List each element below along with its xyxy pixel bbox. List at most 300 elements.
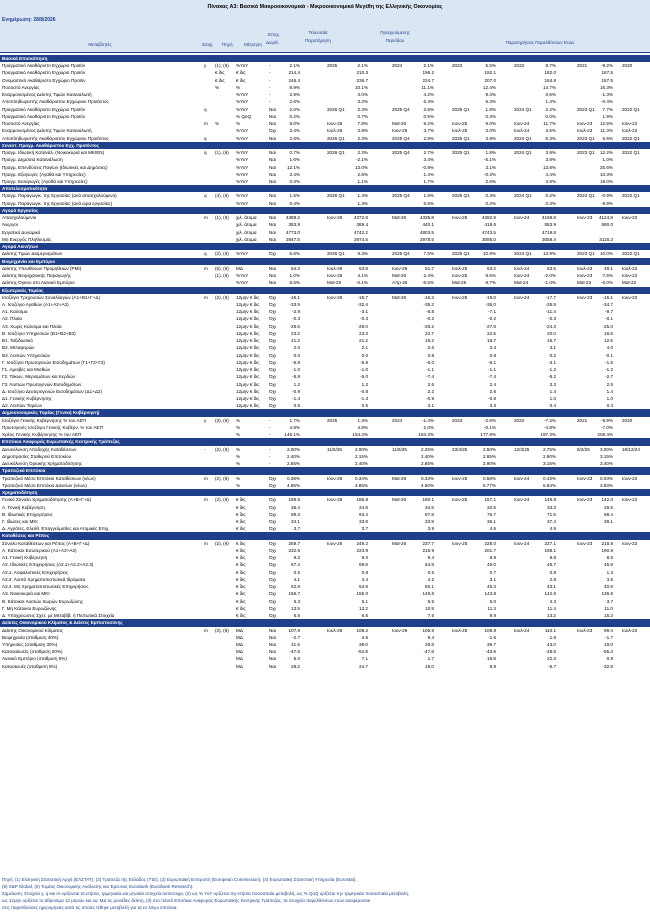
row-value: 29.5 — [604, 504, 613, 510]
row-value: -5.7 — [548, 663, 556, 669]
row-value: 46.7 — [547, 562, 556, 568]
row-value: 98.3 — [291, 511, 300, 517]
row-value: 1.7% — [289, 417, 300, 423]
row-measure: € δις — [236, 598, 246, 604]
row-value: 192.1 — [484, 70, 496, 76]
row-value: 214.4 — [288, 70, 300, 76]
row-period: 2024 Q1 — [514, 193, 532, 199]
row-seasonal-adjustment: - — [269, 63, 271, 69]
row-value: 2.6% — [289, 99, 300, 105]
row-period: Ιουν-26 — [327, 475, 343, 481]
row-measure: 12μην € δις — [236, 388, 260, 394]
row-value: 4372.8 — [353, 215, 368, 221]
row-value: 1.2 — [361, 381, 368, 387]
table-row — [0, 511, 650, 518]
row-source: (1), (6) — [215, 273, 229, 279]
row-period: 2023 Q1 — [577, 251, 595, 257]
table-row — [0, 569, 650, 576]
table-row — [0, 583, 650, 590]
row-value: 36.1 — [487, 519, 496, 524]
row-seasonal-adjustment: Όχι — [269, 482, 276, 488]
row-value: 14.7% — [542, 84, 556, 90]
row-value: 21.2 — [291, 338, 300, 344]
row-period: 2025 Q1 — [452, 106, 470, 112]
row-seasonal-adjustment: Όχι — [269, 388, 276, 394]
row-value: 8.7% — [485, 280, 496, 286]
row-value: 49.0 — [487, 562, 496, 568]
row-seasonal-adjustment: Ναι — [269, 634, 276, 640]
row-value: -25.0 — [602, 323, 613, 329]
row-period: 2026 Q1 — [327, 251, 345, 257]
row-value: 215.9 — [422, 547, 434, 553]
row-value: 33.3 — [547, 504, 556, 510]
table-row — [0, 373, 650, 380]
row-value: 13.5 — [291, 605, 300, 611]
row-value: -0.1% — [483, 424, 496, 430]
row-period: Ιουν-22 — [622, 475, 638, 481]
row-value: 2.65% — [286, 461, 300, 467]
col-header-seasonal-1: Εποχ. — [268, 32, 281, 37]
row-value: 87.8 — [425, 511, 434, 517]
row-period: Ιουλ-25 — [452, 128, 468, 134]
row-value: -1.3% — [600, 92, 613, 98]
row-seasonal-adjustment: Ναι — [269, 222, 276, 228]
col-header-prev-2: Περιόδου — [385, 38, 405, 43]
table-row — [0, 171, 650, 178]
row-source: (3), (6) — [215, 627, 229, 633]
row-value: 22.7 — [425, 330, 434, 336]
row-seasonal-adjustment: Ναι — [269, 171, 276, 177]
row-period: Ιουν-26 — [327, 497, 343, 503]
row-value: 0.0 — [361, 352, 368, 358]
row-period: Μαϊ-23 — [577, 280, 592, 286]
row-seasonal-adjustment: Ναι — [269, 178, 276, 184]
row-value: 0.58% — [482, 475, 496, 481]
notes-line-3: Σημείωση: Στοιχεία y, q και m ορίζονται τα ετήσια, τριμηνιαία και μηνιαία στοιχεία αντίστοιχα, (2) ως % YoY ορίζεται την ετήσια ποσοστιαία μεταβολή, ως % QoQ ορίζεται την τριμηνιαία ποσοστιαία μεταβολή, — [2, 891, 410, 896]
row-value: 28.8 — [425, 641, 434, 647]
row-period: 2023 Q1 — [577, 106, 595, 112]
row-seasonal-adjustment: - — [269, 84, 271, 90]
row-period: Ιουν-22 — [622, 215, 638, 221]
row-frequency: q — [204, 193, 207, 199]
row-label: Γενικό Σύνολο Χρηματοδότησης (Α+Β+Γ+Δ) — [2, 497, 92, 503]
row-label: Αποπληθωριστής Ακαθάριστου Εγχώριου Προϊόντος — [2, 99, 109, 105]
row-label: Χρέος Γενικής Κυβέρνησης % του ΑΕΠ — [2, 432, 82, 438]
section-header — [0, 438, 650, 445]
row-value: -1.1 — [488, 367, 496, 373]
row-seasonal-adjustment: Ναι — [269, 641, 276, 647]
col-header-past-years: Παρατηρήσεις Παρελθόντων Ετών — [505, 40, 575, 45]
row-value: 189.5 — [288, 497, 300, 503]
section-header — [0, 532, 650, 539]
row-value: 0.4 — [606, 403, 613, 409]
row-period: Ιουν-23 — [577, 475, 593, 481]
row-seasonal-adjustment: Ναι — [269, 236, 276, 242]
row-label: Β. Ιδιωτικές Επιχειρήσεις — [2, 511, 53, 517]
row-value: 1.7% — [423, 178, 434, 184]
row-value: 184.8 — [544, 77, 556, 83]
row-value: -6.5% — [421, 280, 434, 286]
row-value: 3.1 — [489, 576, 496, 582]
row-label: Γ. Ισοζύγιο Πρωτογενών Εισοδημάτων (Γ1+Γ2+Γ3) — [2, 359, 105, 365]
row-measure: 12μην € δις — [236, 396, 260, 402]
row-value: 3.7 — [606, 598, 613, 604]
row-period: Ιουλ-24 — [514, 627, 530, 633]
table-row — [0, 135, 650, 142]
row-value: -1.2 — [605, 367, 613, 373]
row-value: 3.5 — [606, 576, 613, 582]
row-label: Α1. Καύσιμα — [2, 309, 28, 315]
row-measure: 12μην € δις — [236, 309, 260, 315]
row-label: Εναρμονισμένος Δείκτης Τιμών Καταναλωτή — [2, 92, 92, 98]
table-row — [0, 547, 650, 554]
table-row — [0, 156, 650, 163]
row-period: Ιουν-26 — [392, 265, 408, 271]
row-seasonal-adjustment: Όχι — [269, 547, 276, 553]
row-value: -0.8 — [488, 396, 496, 402]
row-value: 3.7 — [293, 526, 300, 532]
row-period: Μαϊ-22 — [622, 280, 637, 286]
row-seasonal-adjustment: - — [269, 70, 271, 76]
row-value: 9.2% — [423, 121, 434, 127]
row-label: Σύνολο Καταθέσεων και Ρέπος (Α+Β+Γ+Δ) — [2, 540, 90, 546]
row-value: 2.6% — [357, 171, 368, 177]
row-measure: ΜΔ — [236, 663, 243, 669]
row-value: 34.5 — [425, 504, 434, 510]
row-value: -7.4 — [488, 374, 496, 380]
row-source: (1), (6) — [215, 63, 229, 69]
row-period: Ιουν-22 — [622, 540, 638, 546]
row-value: 4282.9 — [481, 215, 496, 221]
row-value: 142.0 — [601, 497, 613, 503]
row-value: -0.8 — [360, 388, 368, 394]
row-measure: 12μην € δις — [236, 359, 260, 365]
row-value: -0.3 — [292, 316, 300, 322]
row-value: 12.4% — [482, 84, 496, 90]
row-value: -33.9 — [289, 301, 300, 307]
section-title: Δημοσιονομικός Τομέας (Γενική Κυβέρνηση) — [2, 410, 100, 416]
table-row — [0, 301, 650, 308]
row-value: 2.2% — [545, 106, 556, 112]
row-value: 143.8 — [484, 591, 496, 597]
row-value: 5.0 — [293, 656, 300, 662]
row-value: 2.6 — [489, 388, 496, 394]
row-measure: %YoY — [236, 164, 249, 170]
row-value: 259.7 — [288, 540, 300, 546]
table-row — [0, 446, 650, 453]
row-label: Δείκτης Όγκου στο Λιανικό Εμπόριο — [2, 280, 75, 286]
row-value: 5.5% — [485, 63, 496, 69]
row-period: 2022 Q1 — [622, 135, 640, 141]
row-value: -1.0 — [292, 367, 300, 373]
table-row — [0, 84, 650, 91]
row-value: 2.1% — [357, 63, 368, 69]
row-measure: € δις — [236, 504, 246, 510]
row-measure: 12μην € δις — [236, 374, 260, 380]
row-value: 155.0 — [356, 591, 368, 597]
section-title: Βιομηχανία και Εμπόριο — [2, 258, 56, 264]
row-value: -5.8 — [292, 374, 300, 380]
table-row — [0, 366, 650, 373]
row-value: 1.0% — [289, 273, 300, 279]
row-value: 3058.4 — [541, 236, 556, 242]
row-measure: 12μην € δις — [236, 338, 260, 344]
row-value: 4.9% — [289, 424, 300, 430]
row-value: 22.3 — [547, 656, 556, 662]
row-value: 9.4 — [427, 634, 434, 640]
row-measure: ΜΔ — [236, 641, 243, 647]
row-measure: 12μην € δις — [236, 367, 260, 373]
row-measure: ΜΔ — [236, 656, 243, 662]
row-measure: 12μην € δις — [236, 381, 260, 387]
row-value: -1.2 — [548, 367, 556, 373]
row-measure: %YoY — [236, 106, 249, 112]
row-value: 108.2 — [356, 627, 368, 633]
notes-line-5: στις παρελθούσες ημερομηνίες κατά τις οποίες τέθηκε μεταβολή για τα εν λόγω επιτόκια. — [2, 905, 178, 910]
row-measure: % QoQ — [236, 113, 252, 119]
row-value: -1.5 — [488, 634, 496, 640]
row-label: Δείκτης Υπευθύνων Προμηθειών (PMI) — [2, 265, 82, 271]
row-period: 2023 — [452, 63, 463, 69]
row-value: -7.0% — [600, 424, 613, 430]
table-row — [0, 149, 650, 156]
row-source: (2), (6) — [215, 251, 229, 257]
row-frequency: y — [204, 417, 207, 423]
row-value: 4.0 — [606, 345, 613, 351]
row-measure: % — [236, 432, 241, 438]
row-label: Εργατικό Δυναμικό — [2, 229, 41, 235]
table-row — [0, 395, 650, 402]
row-value: 149.6 — [422, 591, 434, 597]
row-label: Δημοπρασίες Σταθερού Επιτοκίου — [2, 453, 72, 459]
row-source: (2), (6) — [215, 446, 229, 452]
row-value: 146.8 — [544, 497, 556, 503]
table-row — [0, 453, 650, 460]
section-header — [0, 467, 650, 474]
row-value: 2.8 — [549, 576, 556, 582]
row-value: -4.8% — [543, 424, 556, 430]
row-period: 2024 — [392, 417, 403, 423]
row-value: 1.7 — [427, 656, 434, 662]
row-value: -1.4 — [292, 396, 300, 402]
row-value: 207.0 — [484, 77, 496, 83]
col-header-source: Πηγή — [222, 42, 233, 47]
row-value: -29.0 — [357, 323, 368, 329]
row-value: 0.7 — [489, 569, 496, 575]
row-value: 7.5 — [427, 613, 434, 619]
row-value: 227.1 — [544, 540, 556, 546]
row-value: -7.4 — [426, 374, 434, 380]
row-label: Πραγμ. Παραγωγικ. της Εργασίας (ανά ώρα εργασίας) — [2, 200, 113, 206]
table-row — [0, 214, 650, 221]
row-value: 3.3 — [549, 381, 556, 387]
row-value: 62.8 — [291, 584, 300, 590]
row-value: 4.4 — [361, 576, 368, 582]
row-value: -7.2% — [543, 417, 556, 423]
row-label: Γ. Ιδιώτες και ΜΚΙ — [2, 519, 38, 524]
row-value: 3.93% — [599, 482, 613, 488]
row-value: 43.1 — [547, 584, 556, 590]
row-measure: 12μην € δις — [236, 301, 260, 307]
row-seasonal-adjustment: - — [269, 92, 271, 98]
table-row — [0, 236, 650, 243]
row-seasonal-adjustment: Όχι — [269, 591, 276, 597]
row-value: 157.1 — [484, 497, 496, 503]
row-value: 13.2 — [547, 613, 556, 619]
row-value: 0.2% — [289, 113, 300, 119]
table-row — [0, 518, 650, 525]
col-header-prev-1: Προηγούμενης — [380, 30, 410, 35]
row-value: 6.1 — [361, 598, 368, 604]
row-value: -0.9 — [426, 396, 434, 402]
row-period: 2024 Q1 — [514, 106, 532, 112]
row-label: Β3. Λοιπών Υπηρεσιών — [2, 352, 50, 358]
row-frequency: y — [204, 63, 207, 69]
row-label: Πραγμ. Εισαγωγές (Αγαθά και Υπηρεσίες) — [2, 178, 88, 184]
row-value: -24.3 — [545, 323, 556, 329]
row-value: -2.0% — [543, 273, 556, 279]
row-period: 2024 — [392, 63, 403, 69]
row-value: 23.3 — [359, 330, 368, 336]
table-row — [0, 98, 650, 105]
row-label: Καταναλωτές (σταθμιση 20%) — [2, 649, 63, 655]
table-row — [0, 627, 650, 634]
row-period: 12/3/25 — [514, 446, 530, 452]
row-value: 3.8% — [545, 157, 556, 163]
section-header — [0, 185, 650, 192]
row-period: 2022 — [514, 63, 525, 69]
row-value: 8.3% — [357, 251, 368, 257]
row-value: -1.0 — [360, 367, 368, 373]
row-value: 15.2 — [604, 613, 613, 619]
row-value: 1.0 — [549, 396, 556, 402]
row-measure: % — [236, 446, 241, 452]
table-row — [0, 641, 650, 648]
table-row — [0, 315, 650, 322]
row-seasonal-adjustment: Ναι — [269, 627, 276, 633]
section-header — [0, 243, 650, 250]
row-measure: ΜΔ — [236, 265, 243, 271]
row-period: Ιουν-22 — [622, 273, 638, 279]
row-value: 39.1 — [604, 519, 613, 524]
table-row — [0, 402, 650, 409]
row-value: 6.5% — [602, 135, 613, 141]
row-value: 2.6% — [289, 135, 300, 141]
row-measure: %YoY — [236, 128, 249, 134]
row-seasonal-adjustment: Όχι — [269, 475, 276, 481]
row-seasonal-adjustment: Όχι — [269, 403, 276, 409]
section-title: Καταθέσεις και Ρέπος — [2, 533, 50, 539]
row-value: 9.3% — [485, 92, 496, 98]
row-value: 182.0 — [544, 70, 556, 76]
row-label: Πραγμ. Εξαγωγές (Αγαθά και Υπηρεσίες) — [2, 171, 86, 177]
row-measure: % — [236, 475, 241, 481]
row-value: -28.8 — [545, 649, 556, 655]
row-period: Ιουν-23 — [577, 497, 593, 503]
row-value: 12.6 — [604, 338, 613, 344]
row-source: (2), (6) — [215, 540, 229, 546]
row-value: 40.9 — [604, 584, 613, 590]
row-label: Α. Γενική Κυβέρνηση — [2, 504, 45, 510]
row-value: 4.85% — [354, 482, 368, 488]
row-value: -1.0% — [543, 280, 556, 286]
row-value: 2.00% — [286, 446, 300, 452]
row-frequency: m — [204, 627, 208, 633]
table-row — [0, 388, 650, 395]
row-value: 16.7 — [487, 338, 496, 344]
row-value: 1.4% — [357, 193, 368, 199]
row-period: Μαϊ-26 — [392, 121, 407, 127]
row-seasonal-adjustment: Όχι — [269, 497, 276, 503]
row-value: 3095.0 — [481, 236, 496, 242]
row-value: 24.7 — [359, 663, 368, 669]
row-value: 12.5% — [599, 121, 613, 127]
row-label: Τραπεζικό Μέσο Επιτόκιο Δανείων (νέων) — [2, 482, 87, 488]
row-value: 2.4% — [423, 273, 434, 279]
row-period: 2026 Q1 — [327, 193, 345, 199]
row-value: -0.1 — [605, 316, 613, 322]
row-value: -9.9% — [600, 200, 613, 206]
row-period: Ιουν-24 — [514, 215, 530, 221]
row-value: 16.8 — [487, 656, 496, 662]
row-seasonal-adjustment: Όχι — [269, 294, 276, 300]
row-seasonal-adjustment: Όχι — [269, 613, 276, 619]
row-value: 1.3 — [606, 569, 613, 575]
table-row — [0, 330, 650, 337]
row-value: 0.0 — [293, 352, 300, 358]
row-label: Α3. Νοικοκυριά και ΜΚΙ — [2, 591, 50, 597]
row-value: 154.2% — [352, 432, 368, 438]
table-row — [0, 250, 650, 257]
row-label: Α2. Ιδιωτικές Επιχειρήσεις (Α2.1+Α2.2+Α2.3) — [2, 562, 94, 568]
row-value: 2.3% — [357, 135, 368, 141]
row-label: Α2.3. Μη Χρηματοπιστωτικές Επιχειρήσεις — [2, 584, 89, 590]
row-value: 197.3% — [540, 432, 556, 438]
row-period: 2023 Q1 — [577, 193, 595, 199]
row-value: 5.77% — [482, 482, 496, 488]
row-period: 2024 Q1 — [514, 150, 532, 156]
row-label: Άνεργοι — [2, 222, 18, 228]
row-measure: % — [236, 417, 241, 423]
row-value: 53.2 — [487, 265, 496, 271]
row-label: Πραγματικό Ακαθάριστο Εγχώριο Προϊόν — [2, 106, 86, 112]
row-label: Α2.1. Ασφαλιστικές Επιχειρήσεις — [2, 569, 69, 575]
row-value: 45.3 — [487, 584, 496, 590]
row-value: -0.9 — [292, 388, 300, 394]
row-period: 2026 Q1 — [327, 150, 345, 156]
row-period: Ιουλ-22 — [622, 265, 638, 271]
row-seasonal-adjustment: Όχι — [269, 526, 276, 532]
row-period: Ιουν-23 — [577, 294, 593, 300]
row-value: 3.7 — [361, 526, 368, 532]
row-source: (4), (6) — [215, 193, 229, 199]
row-seasonal-adjustment: Όχι — [269, 374, 276, 380]
row-value: 1.3% — [357, 200, 368, 206]
row-value: 50.1 — [425, 584, 434, 590]
row-label: Ονομαστικό Ακαθάριστο Εγχώριο Προϊόν — [2, 77, 86, 83]
row-measure: € δις — [236, 613, 246, 619]
table-row — [0, 77, 650, 84]
table-row — [0, 460, 650, 467]
row-period: 2024 Q1 — [514, 135, 532, 141]
table-row — [0, 127, 650, 134]
row-value: 37.4 — [547, 519, 556, 524]
row-value: 13.2 — [359, 605, 368, 611]
row-seasonal-adjustment: Όχι — [269, 555, 276, 561]
row-value: 8.9% — [289, 84, 300, 90]
table-row — [0, 590, 650, 597]
row-value: 3.5% — [545, 128, 556, 134]
